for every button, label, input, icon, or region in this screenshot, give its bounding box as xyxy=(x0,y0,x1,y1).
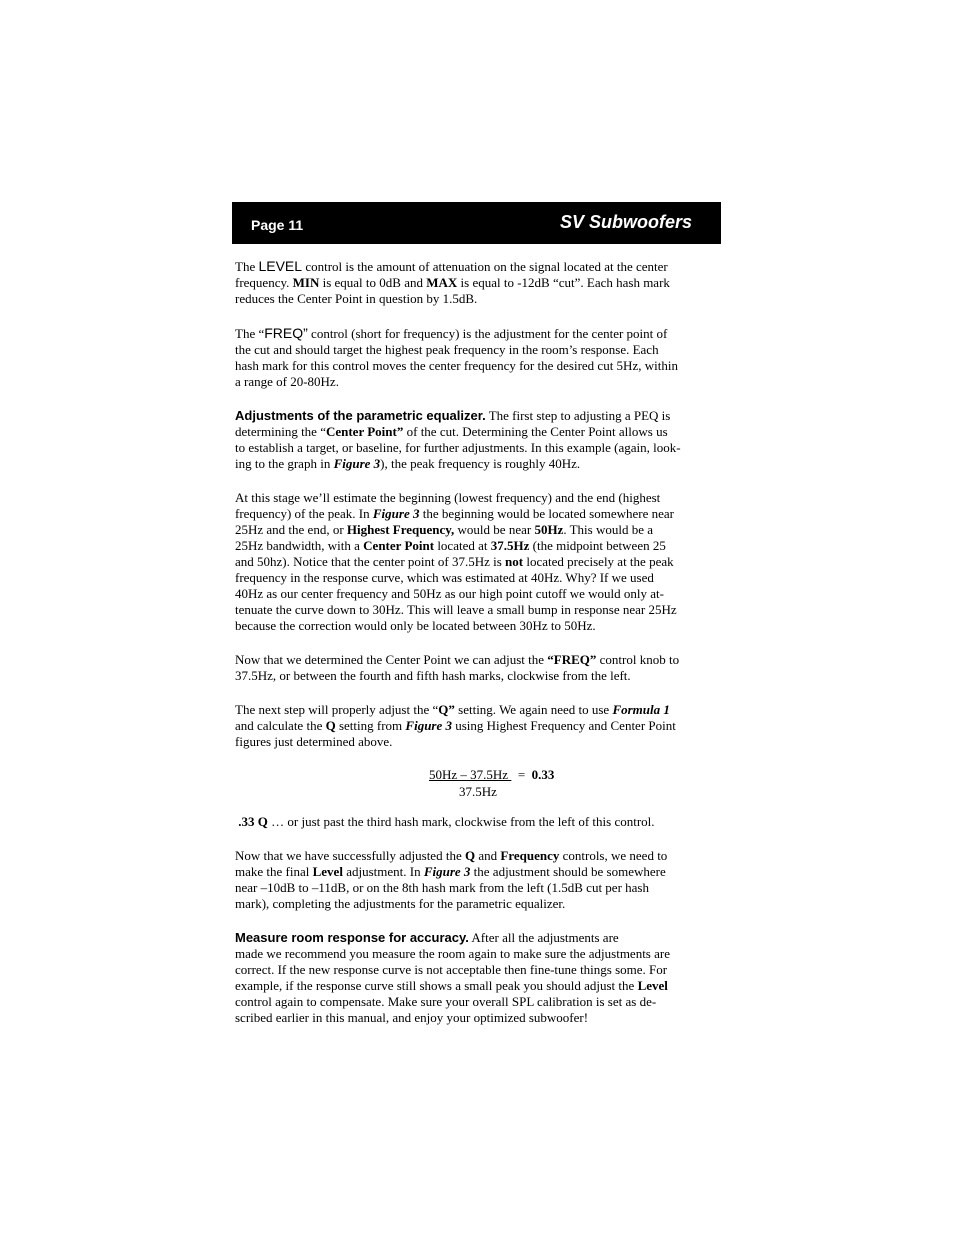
page-content xyxy=(235,258,721,1026)
text-line: reduces the Center Point in question by 1.5dB. xyxy=(235,291,478,306)
text-line: mark), completing the adjustments for the parametric equalizer. xyxy=(235,896,566,911)
text: The next step will properly adjust the “ xyxy=(235,702,439,717)
text-line: At this stage we’ll estimate the beginning (lowest frequency) and the end (highest xyxy=(235,490,661,505)
text: and calculate the xyxy=(235,718,326,733)
text: (the midpoint between 25 xyxy=(529,538,666,553)
text: the adjustment should be somewhere xyxy=(470,864,666,879)
text: determining the “ xyxy=(235,424,326,439)
formula-numerator: 50Hz – 37.5Hz xyxy=(429,767,512,782)
text: The “ xyxy=(235,326,265,341)
text-line: to establish a target, or baseline, for further adjustments. In this example (again, look- xyxy=(235,440,681,455)
text: ), the peak frequency is roughly 40Hz. xyxy=(380,456,581,471)
brand-title: SV Subwoofers xyxy=(560,212,693,232)
level-paragraph xyxy=(235,258,721,307)
text: The first step to adjusting a PEQ is xyxy=(485,408,671,423)
formula-equals: = xyxy=(511,767,532,782)
formula-result: 0.33 xyxy=(531,767,555,782)
text: adjustment. In xyxy=(342,864,424,879)
bold-term: “FREQ” xyxy=(547,652,597,667)
q-formula xyxy=(235,766,721,800)
bold-term: Q” xyxy=(438,702,455,717)
text-line: 37.5Hz, or between the fourth and fifth hash marks, clockwise from the left. xyxy=(235,668,631,683)
text-line: control again to compensate. Make sure your overall SPL calibration is set as de- xyxy=(235,994,657,1009)
bold-term: Q xyxy=(464,848,476,863)
q-result-paragraph xyxy=(235,814,721,830)
text-line: hash mark for this control moves the center frequency for the desired cut 5Hz, within xyxy=(235,358,678,373)
bold-term: Center Point xyxy=(363,538,435,553)
text-line: frequency in the response curve, which was estimated at 40Hz. Why? If we used xyxy=(235,570,654,585)
text: the beginning would be located somewhere near xyxy=(419,506,674,521)
text-line: 40Hz as our center frequency and 50Hz as our high point cutoff we would only at- xyxy=(235,586,664,601)
q-value: .33 Q xyxy=(238,814,268,829)
text: 25Hz and the end, or xyxy=(235,522,347,537)
text: Now that we have successfully adjusted the xyxy=(235,848,465,863)
page-header-bar xyxy=(232,202,721,244)
figure-ref: Figure 3 xyxy=(423,864,471,879)
text: The xyxy=(235,259,259,274)
text: located at xyxy=(434,538,491,553)
text-line: a range of 20-80Hz. xyxy=(235,374,339,389)
text: and xyxy=(475,848,501,863)
text-line: because the correction would only be located between 30Hz to 50Hz. xyxy=(235,618,596,633)
bold-term: Level xyxy=(637,978,668,993)
formula-denominator: 37.5Hz xyxy=(459,784,497,799)
text: … or just past the third hash mark, clockwise from the left of this control. xyxy=(267,814,655,829)
figure-ref: Figure 3 xyxy=(405,718,452,733)
bold-term: 37.5Hz xyxy=(490,538,530,553)
figure-ref: Figure 3 xyxy=(372,506,420,521)
min-term: MIN xyxy=(292,275,320,290)
text: make the final xyxy=(235,864,313,879)
q-paragraph xyxy=(235,702,721,750)
text: located precisely at the peak xyxy=(523,554,674,569)
section-heading-peq: Adjustments of the parametric equalizer. xyxy=(235,408,486,423)
text: controls, we need to xyxy=(559,848,668,863)
level-term: LEVEL xyxy=(258,258,303,274)
text: of the cut. Determining the Center Point allows us xyxy=(403,424,668,439)
text: 25Hz bandwidth, with a xyxy=(235,538,364,553)
page-number: Page 11 xyxy=(251,217,304,233)
max-term: MAX xyxy=(426,275,458,290)
text: . This would be a xyxy=(563,522,653,537)
figure-ref: Figure 3 xyxy=(333,456,381,471)
text: and 50hz). Notice that the center point of 37.5Hz is xyxy=(235,554,506,569)
text: Now that we determined the Center Point we can adjust the xyxy=(235,652,548,667)
text: After all the adjustments are xyxy=(468,930,619,945)
text: control knob to xyxy=(596,652,680,667)
bold-term: 50Hz xyxy=(534,522,564,537)
text: is equal to -12dB “cut”. Each hash mark xyxy=(457,275,670,290)
text-line: made we recommend you measure the room again to make sure the adjustments are xyxy=(235,946,670,961)
estimate-paragraph xyxy=(235,490,721,634)
text-line: tenuate the curve down to 30Hz. This will leave a small bump in response near 25Hz xyxy=(235,602,677,617)
bold-term: not xyxy=(505,554,524,569)
text: example, if the response curve still shows a small peak you should adjust the xyxy=(235,978,638,993)
peq-paragraph xyxy=(235,408,721,472)
bold-term: Frequency xyxy=(500,848,560,863)
freq-term: FREQ” xyxy=(264,325,308,341)
formula-ref: Formula 1 xyxy=(612,702,670,717)
freq-adjust-paragraph xyxy=(235,652,721,684)
text-line: scribed earlier in this manual, and enjoy your optimized subwoofer! xyxy=(235,1010,589,1025)
level-adjust-paragraph xyxy=(235,848,721,912)
section-heading-measure: Measure room response for accuracy. xyxy=(235,930,469,945)
text: control (short for frequency) is the adjustment for the center point of xyxy=(307,326,668,341)
text-line: the cut and should target the highest peak frequency in the room’s response. Each xyxy=(235,342,659,357)
text: would be near xyxy=(454,522,535,537)
text-line: near –10dB to –11dB, or on the 8th hash mark from the left (1.5dB cut per hash xyxy=(235,880,649,895)
bold-term: Center Point” xyxy=(325,424,404,439)
text: frequency) of the peak. In xyxy=(235,506,373,521)
text: ing to the graph in xyxy=(235,456,334,471)
measure-paragraph xyxy=(235,930,721,1026)
bold-term: Level xyxy=(312,864,343,879)
text-line: figures just determined above. xyxy=(235,734,393,749)
bold-term: Highest Frequency, xyxy=(346,522,455,537)
text-line: correct. If the new response curve is not acceptable then fine-tune things some. For xyxy=(235,962,668,977)
text: setting from xyxy=(335,718,406,733)
text: setting. We again need to use xyxy=(454,702,613,717)
text: using Highest Frequency and Center Point xyxy=(452,718,676,733)
text: frequency. xyxy=(235,275,293,290)
text: is equal to 0dB and xyxy=(319,275,427,290)
bold-term: Q xyxy=(325,718,336,733)
freq-paragraph xyxy=(235,325,721,390)
text: control is the amount of attenuation on the signal located at the center xyxy=(302,259,668,274)
